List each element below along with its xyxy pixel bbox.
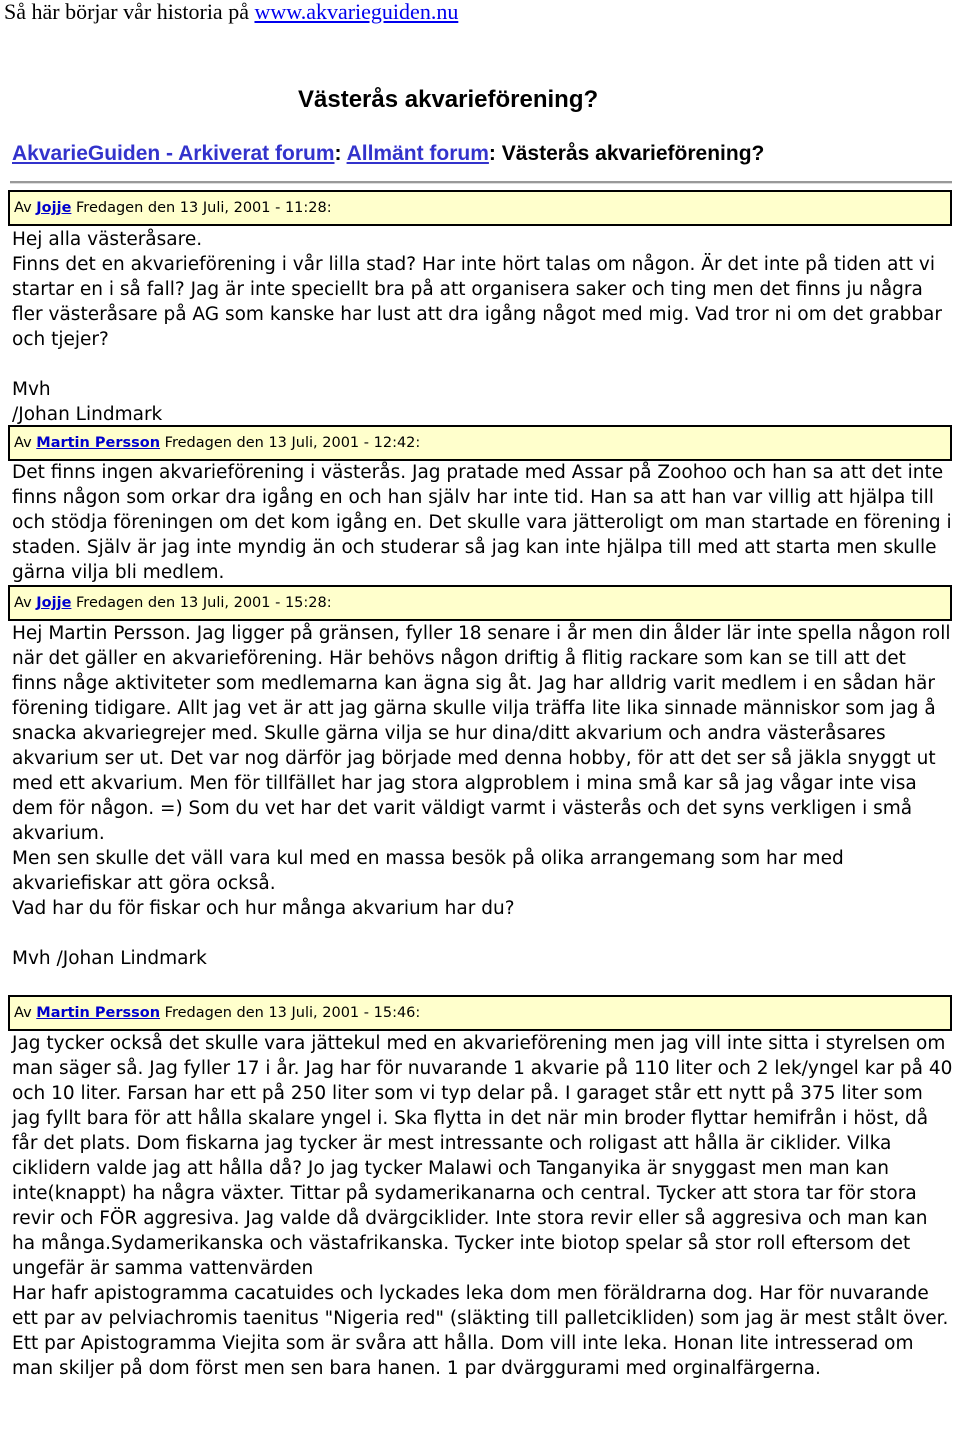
- breadcrumb-forum-root-link[interactable]: AkvarieGuiden - Arkiverat forum: [12, 142, 335, 165]
- divider: [10, 181, 952, 184]
- post-body: [12, 227, 954, 427]
- intro-text: Så här börjar vår historia på: [4, 0, 255, 24]
- post-text: Jag tycker också det skulle vara jättekul med en akvarieförening men jag vill inte sitta i styrelsen om man säger så. Jag fyller 17 i år. Jag har för nuvarande 1 akvarie på 110 liter och 2 lek/yngel kar på 40 och 10 liter. Farsan har ett på 250 liter som vi typ delar på. I garaget står ett nytt på 375 liter som jag fyllt bara för att hålla skalare yngel i. Ska flytta in det när min broder flyttar hemifrån i höst, då får det plats. Dom fiskarna jag tycker är mest intressante och roligast att hålla är ciklider. Vilka ciklidern valde jag att hålla då? Jo jag tycker Malawi och Tanganyika är snyggast men man kan inte(knappt) ha några växter. Tittar på sydamerikanarna och central. Tycker att stora tar för stora revir och FÖR aggresiva. Jag valde då dvärgciklider. Inte stora revir eller så aggresiva och man kan ha många.Sydamerikanska och västafrikanska. Tycker inte biotop spelar så stor roll eftersom det ungefär är samma vattenvärden: [12, 1033, 953, 1279]
- post-date: Fredagen den 13 Juli, 2001 - 12:42:: [160, 435, 421, 451]
- post-body: [12, 1031, 954, 1381]
- breadcrumb-topic: Västerås akvarieförening?: [501, 142, 765, 165]
- intro-line: [4, 0, 458, 26]
- breadcrumb-separator: :: [334, 142, 347, 165]
- post-date: Fredagen den 13 Juli, 2001 - 15:46:: [160, 1005, 421, 1021]
- post-text: Hej alla västeråsare.: [12, 229, 203, 250]
- post-date: Fredagen den 13 Juli, 2001 - 15:28:: [71, 595, 332, 611]
- post-header: [8, 190, 952, 226]
- post-signature: Mvh /Johan Lindmark: [12, 948, 207, 969]
- post-text: Vad har du för fiskar och hur många akvarium har du?: [12, 898, 515, 919]
- site-link[interactable]: www.akvarieguiden.nu: [254, 0, 459, 24]
- post-body: [12, 621, 954, 971]
- post-body: [12, 460, 954, 585]
- post-text: Det finns ingen akvarieförening i västerås. Jag pratade med Assar på Zoohoo och han sa att det inte finns någon som orkar dra igång en och han själv har inte tid. Han sa att han var villig att hjälpa till och stödja föreningen om det kom igång en. Det skulle vara jätteroligt om man startade en förening i staden. Själv är jag inte myndig än och studerar så jag kan inte hjälpa till med att starta men skulle gärna vilja bli medlem.: [12, 462, 952, 583]
- post-by-label: Av: [14, 1005, 37, 1021]
- author-link[interactable]: Jojje: [36, 200, 72, 216]
- post-signoff: Mvh: [12, 379, 51, 400]
- post-header: [8, 585, 952, 621]
- breadcrumb-forum-link[interactable]: Allmänt forum: [346, 142, 489, 165]
- post-header: [8, 425, 952, 461]
- author-link[interactable]: Martin Persson: [36, 435, 161, 451]
- post-header: [8, 995, 952, 1031]
- post-by-label: Av: [14, 200, 37, 216]
- author-link[interactable]: Jojje: [36, 595, 72, 611]
- post-by-label: Av: [14, 595, 37, 611]
- post-text: Men sen skulle det väll vara kul med en massa besök på olika arrangemang som har med akvariefiskar att göra också.: [12, 848, 844, 894]
- post-by-label: Av: [14, 435, 37, 451]
- author-link[interactable]: Martin Persson: [36, 1005, 161, 1021]
- breadcrumb-separator: :: [488, 142, 502, 165]
- breadcrumb: [12, 140, 764, 168]
- post-date: Fredagen den 13 Juli, 2001 - 11:28:: [71, 200, 332, 216]
- page-title: Västerås akvarieförening?: [298, 86, 599, 113]
- post-text: Finns det en akvarieförening i vår lilla stad? Har inte hört talas om någon. Är det inte på tiden att vi startar en i så fall? Jag är inte speciellt bra på att organisera saker och ting men det finns ju några fler västeråsare på AG som kanske har lust att dra igång något med mig. Vad tror ni om det grabbar och tjejer?: [12, 254, 943, 350]
- post-signature: /Johan Lindmark: [12, 404, 163, 425]
- post-text: Hej Martin Persson. Jag ligger på gränsen, fyller 18 senare i år men din ålder lär inte spella någon roll när det gäller en akvarieförening. Här behövs någon driftig å flitig rackare som kan se till att det finns någe aktiviteter som medlemarna kan ägna sig åt. Jag har alldrig varit medlem i en sådan här förening tidigare. Allt jag vet är att jag gärna skulle vilja träffa lite lika sinnade människor som jag å snacka akvariegrejer med. Skulle gärna vilja se hur dina/ditt akvarium och andra västeråsares akvarium ser ut. Det var nog därför jag började med denna hobby, för att det ser så jäkla snyggt ut med ett akvarium. Men för tillfället har jag stora algproblem i mina små kar så jag vågar inte visa dem för någon. =) Som du vet har det varit väldigt varmt i västerås och det syns verkligen i små akvarium.: [12, 623, 951, 844]
- post-text: Har hafr apistogramma cacatuides och lyckades leka dom men föräldrarna dog. Har för nuvarande ett par av pelviachromis taenitus "Nigeria red" (släkting till palletcikliden) som jag är mest stålt över. Ett par Apistogramma Viejita som är svåra att hålla. Dom vill inte leka. Honan lite intresserad om man skiljer på dom först men sen bara hanen. 1 par dvärggurami med orginalfärgerna.: [12, 1283, 949, 1379]
